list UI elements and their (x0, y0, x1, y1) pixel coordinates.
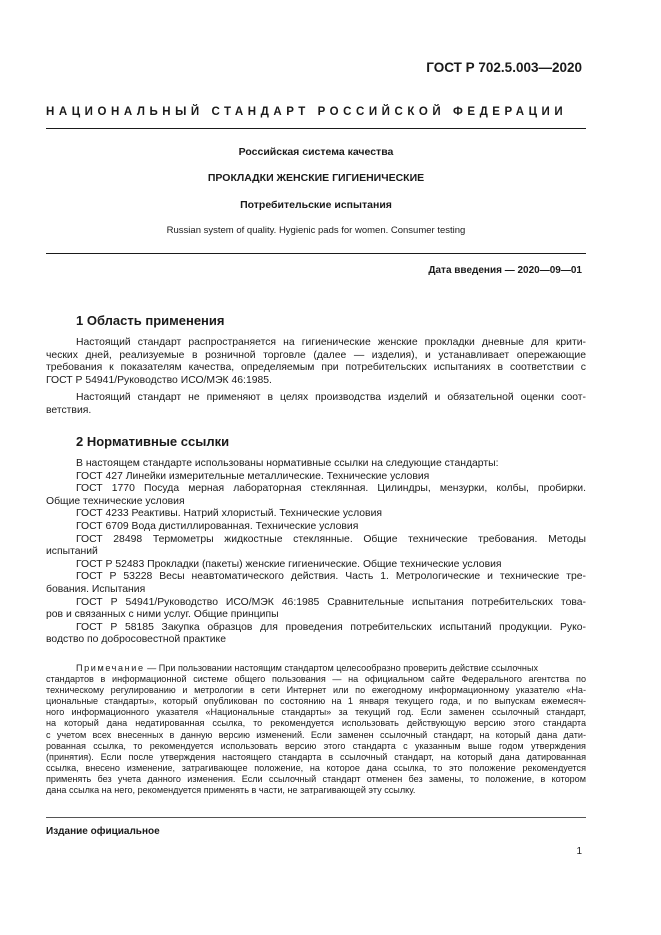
text-line: ГОСТ Р 54941/Руководство ИСО/МЭК 46:1985. (46, 374, 272, 386)
header-rule (46, 128, 586, 129)
text-line: циональные стандарты», который опубликован по состоянию на 1 января текущего года, и по выпускам ежемесяч- (46, 696, 586, 707)
quality-system-title: Российская система качества (238, 146, 394, 158)
reference-item: ГОСТ 6709 Вода дистиллированная. Технические условия (76, 520, 359, 532)
text-line: рованная ссылка, то рекомендуется использовать версию этого стандарта с указанным выше годом утверждения (46, 740, 586, 751)
text-line: техническому регулированию и метрологии в сети Интернет или по ежегодному информационному указателю «На- (46, 685, 586, 696)
reference-item: ГОСТ Р 54941/Руководство ИСО/МЭК 46:1985 Сравнительные испытания потребительских това- (76, 596, 586, 608)
text-line: водство по добросовестной практике (46, 634, 226, 646)
text-line (46, 663, 586, 674)
reference-item: ГОСТ 4233 Реактивы. Натрий хлористый. Технические условия (76, 508, 382, 520)
document-code: ГОСТ Р 702.5.003—2020 (426, 60, 582, 75)
normative-references-list (46, 458, 586, 647)
footer-rule (46, 817, 586, 818)
standard-title: ПРОКЛАДКИ ЖЕНСКИЕ ГИГИЕНИЧЕСКИЕ (207, 172, 425, 184)
reference-item: ГОСТ Р 52483 Прокладки (пакеты) женские гигиенические. Общие технические условия (76, 558, 502, 570)
text-line: ческих дней, реализуемые в розничной торговле (далее — изделия), и устанавливает опережающие (46, 349, 586, 361)
reference-item: ГОСТ 1770 Посуда мерная лабораторная стеклянная. Цилиндры, мензурки, колбы, пробирки. (76, 483, 586, 495)
note-label: Примечание (76, 663, 145, 673)
section-1-heading: 1 Область применения (76, 313, 225, 328)
reference-item: ГОСТ Р 53228 Весы неавтоматического действия. Часть 1. Метрологические и технические тре- (76, 571, 586, 583)
section-1-paragraph-1 (46, 337, 586, 387)
text-line: дана ссылка на него, рекомендуется применять в части, не затрагивающей эту ссылку. (46, 785, 416, 796)
text-line: с учетом всех внесенных в данную версию изменений. Если заменен ссылочный стандарт, на который дана дати- (46, 729, 586, 740)
text-line: (принятия). Если после утверждения настоящего стандарта в ссылочный стандарт, на который дана датированная (46, 751, 586, 762)
text-line: требования к показателям качества, определяемым при потребительских испытаниях в соответствии с (46, 362, 586, 374)
text-line: ссылка, внесено изменение, затрагивающее положение, на которое дана ссылка, то это положение рекомендуется (46, 762, 586, 773)
text-line: ного информационного указателя «Национальные стандарты» за текущий год. Если заменен ссылочный стандарт, (46, 707, 586, 718)
text-line: ров и связанных с ними услуг. Общие принципы (46, 609, 279, 621)
text-line: стандартов в информационной системе общего пользования — на официальном сайте Федерального агентства по (46, 674, 586, 685)
introduction-date: Дата введения — 2020—09—01 (428, 265, 582, 276)
official-edition-label: Издание официальное (46, 826, 160, 837)
section-1-paragraph-2 (46, 392, 586, 417)
text-line: ветствия. (46, 404, 92, 416)
reference-item: ГОСТ 427 Линейки измерительные металлические. Технические условия (76, 470, 430, 482)
page-number: 1 (576, 846, 582, 857)
text-line: Настоящий стандарт не применяют в целях производства изделий и обязательной оценки соот- (76, 392, 586, 403)
note-text: — При пользовании настоящим стандартом целесообразно проверить действие ссылочных (147, 663, 539, 673)
text-line: Общие технические условия (46, 495, 185, 507)
reference-item: ГОСТ Р 58185 Закупка образцов для проведения потребительских испытаний продукции. Руко- (76, 621, 586, 633)
title-rule (46, 253, 586, 254)
section-2-heading: 2 Нормативные ссылки (76, 434, 230, 449)
text-line: на который дана недатированная ссылка, то рекомендуется использовать действующую версию этого стандарта (46, 718, 586, 729)
standard-subtitle: Потребительские испытания (240, 199, 392, 211)
text-line: бования. Испытания (46, 583, 146, 595)
english-title: Russian system of quality. Hygienic pads for women. Consumer testing (166, 225, 466, 236)
text-line: В настоящем стандарте использованы нормативные ссылки на следующие стандарты: (76, 458, 499, 469)
reference-item: ГОСТ 28498 Термометры жидкостные стеклянные. Общие технические требования. Методы (76, 533, 586, 545)
text-line: применять без учета данного изменения. Если ссылочный стандарт отменен без замены, то положение, в котором (46, 773, 586, 784)
national-standard-title: НАЦИОНАЛЬНЫЙ СТАНДАРТ РОССИЙСКОЙ ФЕДЕРАЦИИ (46, 106, 568, 118)
note-block (46, 663, 586, 796)
text-line: испытаний (46, 546, 98, 558)
text-line: Настоящий стандарт распространяется на гигиенические женские прокладки дневные для крити- (76, 337, 586, 348)
